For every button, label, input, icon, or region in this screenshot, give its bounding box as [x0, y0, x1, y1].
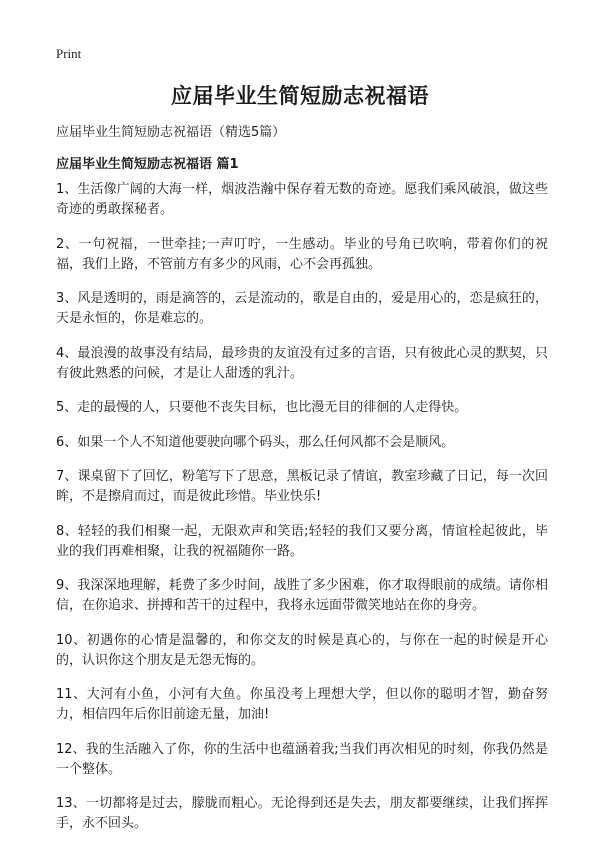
document-subtitle: 应届毕业生简短励志祝福语（精选5篇） [56, 125, 286, 140]
blessing-item: 6、如果一个人不知道他要驶向哪个码头，那么任何风都不会是顺风。 [56, 434, 455, 450]
blessing-item: 2、一句祝福，一世牵挂;一声叮咛，一生感动。毕业的号角已吹响，带着你们的祝福，我们上路，不管前方有多少的风雨，心不会再孤独。 [56, 236, 548, 272]
document-title: 应届毕业生简短励志祝福语 [171, 84, 429, 108]
print-link[interactable]: Print [56, 46, 82, 61]
blessing-item: 8、轻轻的我们相聚一起，无限欢声和笑语;轻轻的我们又要分离，情谊栓起彼此，毕业的我们再难相聚，让我的祝福随你一路。 [56, 523, 548, 559]
blessing-item: 13、一切都将是过去，朦胧而粗心。无论得到还是失去，朋友都要继续，让我们挥挥手，永不回头。 [56, 796, 548, 831]
blessing-item: 7、课桌留下了回忆，粉笔写下了思意，黑板记录了情谊，教室珍藏了日记，每一次回眸，不是擦肩而过，而是彼此珍惜。毕业快乐! [56, 469, 548, 504]
blessing-item: 5、走的最慢的人，只要他不丧失目标，也比漫无目的徘徊的人走得快。 [56, 400, 468, 415]
blessing-item: 12、我的生活融入了你，你的生活中也蕴涵着我;当我们再次相见的时刻，你我仍然是一个整体。 [56, 741, 548, 777]
blessing-item: 9、我深深地理解，耗费了多少时间，战胜了多少困难，你才取得眼前的成绩。请你相信，在你追求、拼搏和苦干的过程中，我将永远面带微笑地站在你的身旁。 [56, 578, 548, 613]
blessing-item: 3、风是透明的，雨是滴答的，云是流动的，歌是自由的，爱是用心的，恋是疯狂的，天是永恒的，你是难忘的。 [56, 291, 548, 326]
blessing-item: 11、大河有小鱼，小河有大鱼。你虽没考上理想大学，但以你的聪明才智，勤奋努力，相信四年后你旧前途无量，加油! [56, 687, 548, 722]
blessing-item: 10、初遇你的心情是温馨的，和你交友的时候是真心的，与你在一起的时候是开心的，认识你这个朋友是无怨无悔的。 [56, 632, 548, 668]
blessing-item: 4、最浪漫的故事没有结局，最珍贵的友谊没有过多的言语，只有彼此心灵的默契，只有彼此熟悉的问候，才是让人甜透的乳汁。 [56, 345, 548, 381]
section-heading: 应届毕业生简短励志祝福语 篇1 [56, 157, 239, 172]
blessing-item: 1、生活像广阔的大海一样，烟波浩瀚中保存着无数的奇迹。愿我们乘风破浪，做这些奇迹的勇敢探秘者。 [56, 182, 548, 217]
blessing-list [56, 180, 548, 849]
